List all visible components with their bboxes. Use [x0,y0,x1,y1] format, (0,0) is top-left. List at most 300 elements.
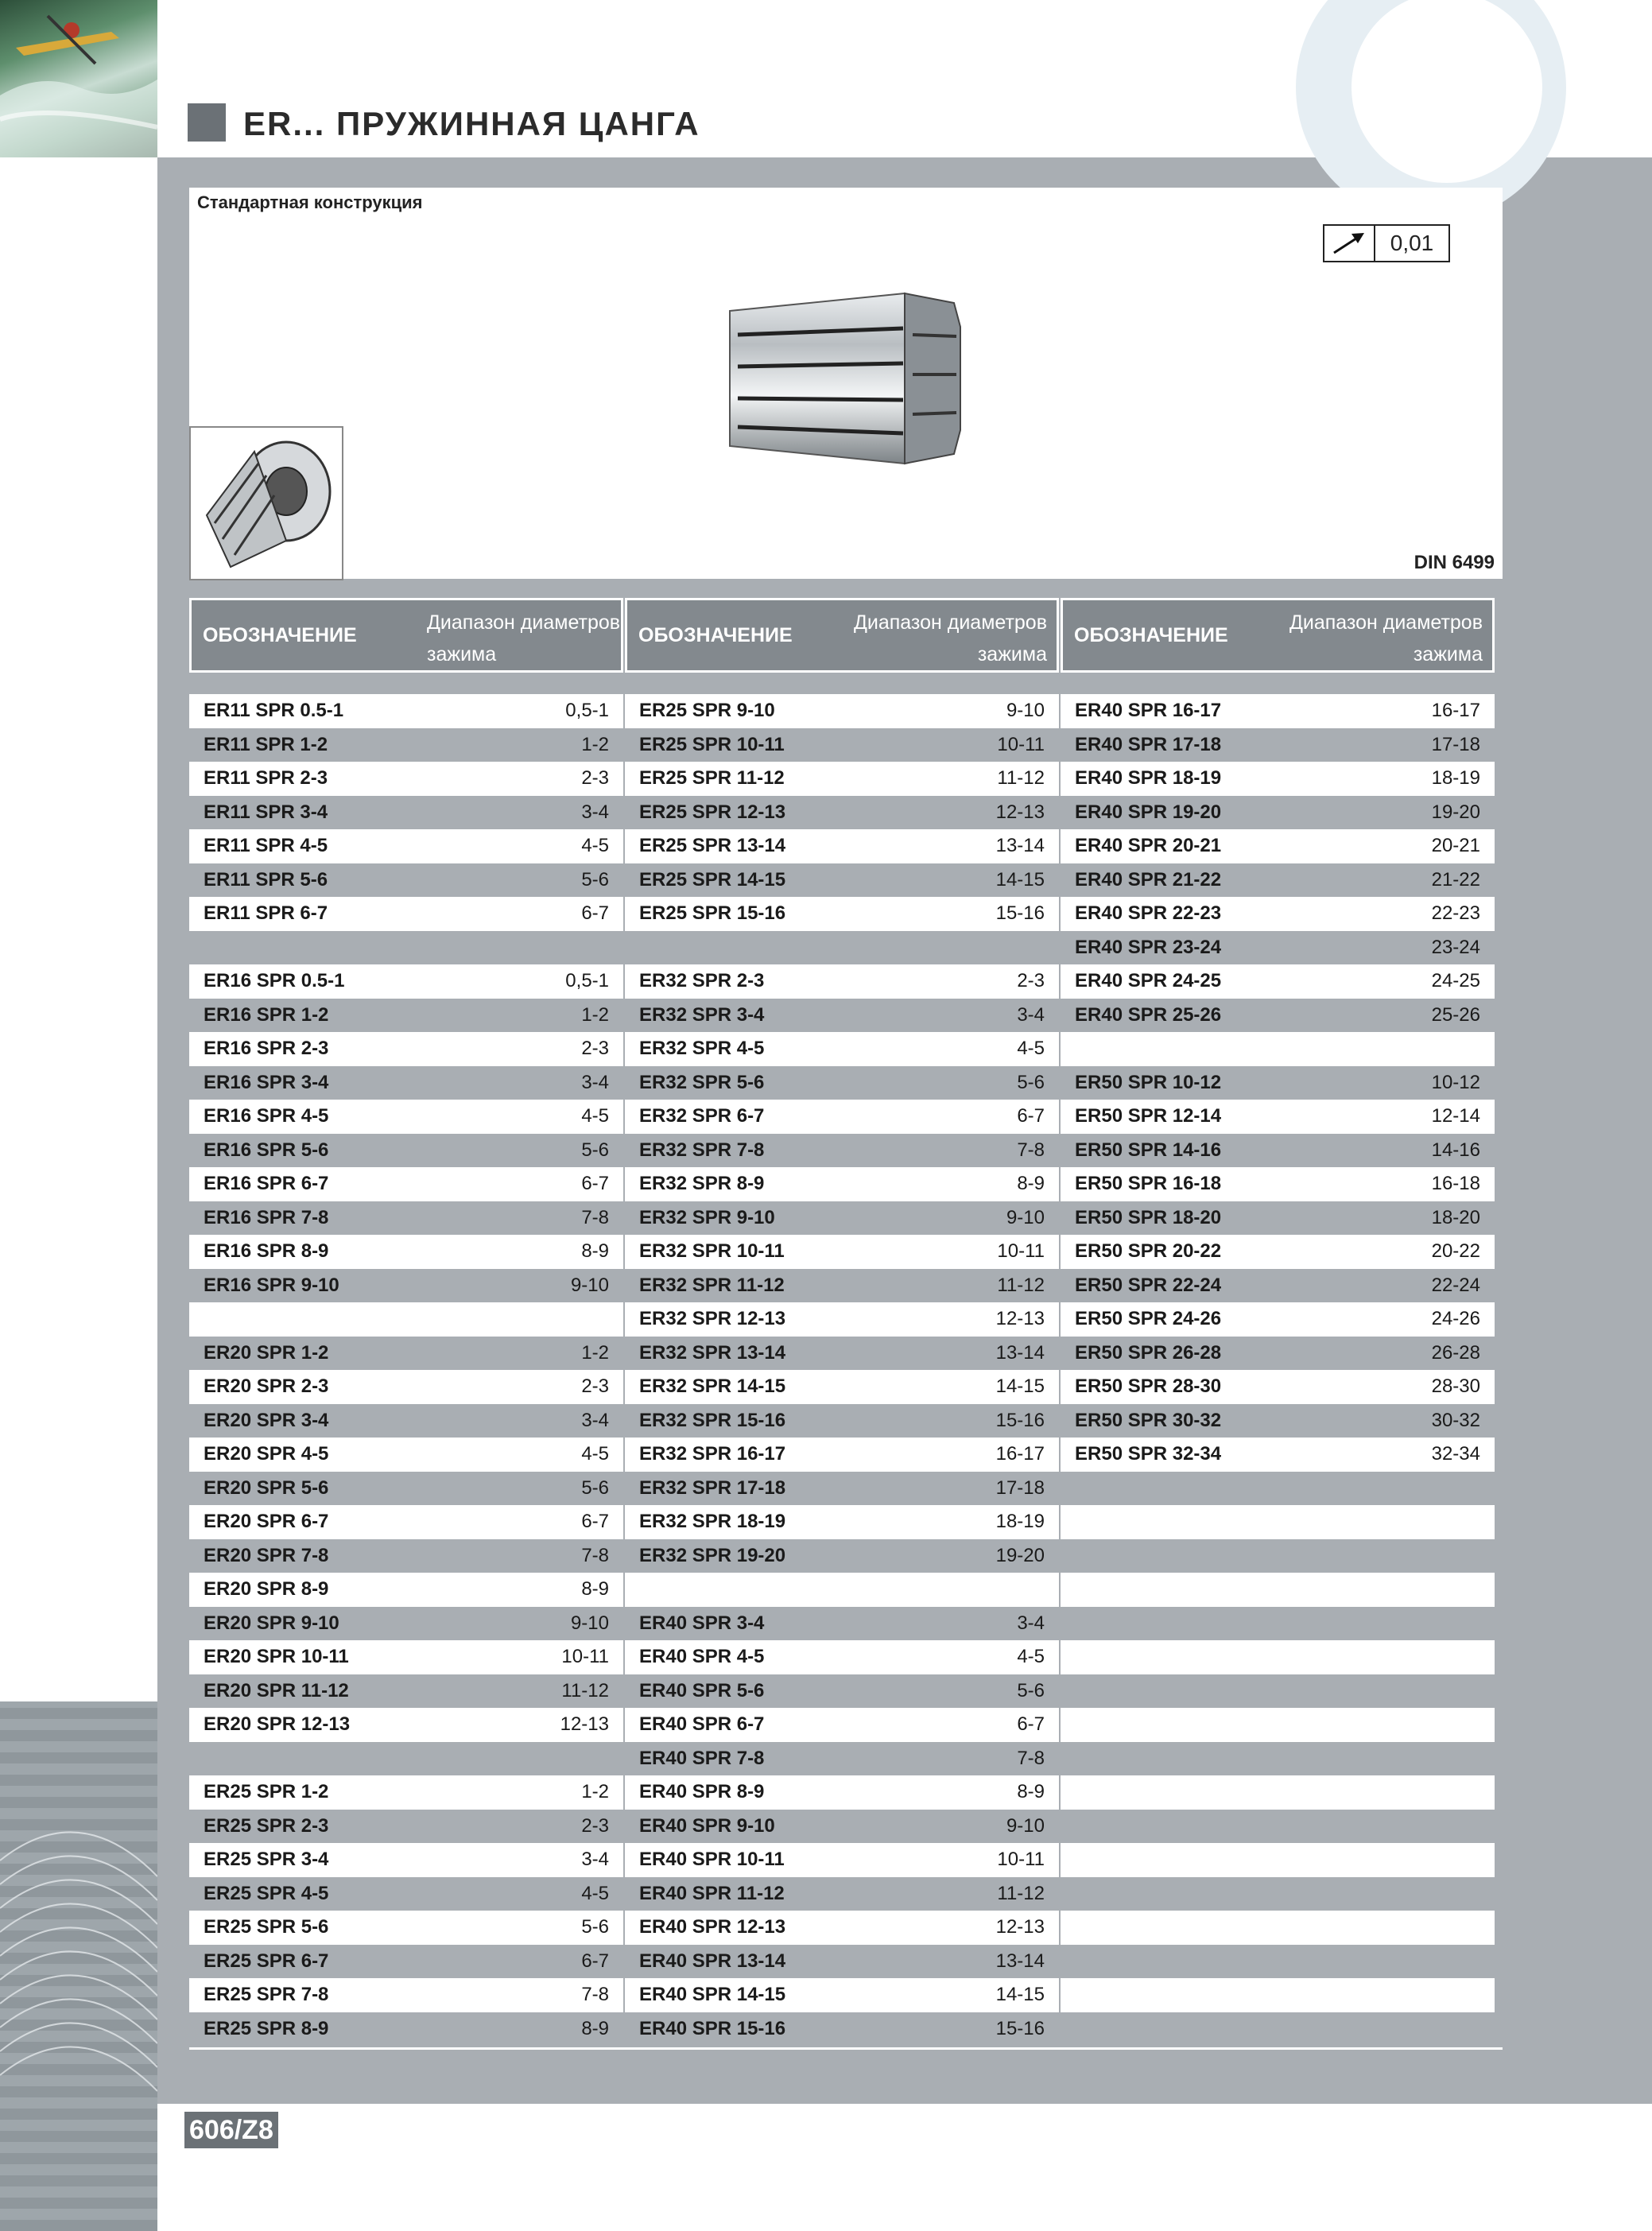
designation-cell: ER11 SPR 6-7 [204,902,328,925]
decorative-circle-inner [1351,0,1542,183]
table-row [625,1810,1059,1844]
table-row [189,1505,623,1539]
range-cell: 7-8 [581,1544,609,1566]
table-row [1061,1066,1495,1100]
table-row [1061,1269,1495,1303]
range-cell: 8-9 [581,2017,609,2039]
table-row [189,1337,623,1371]
table-row [625,964,1059,999]
range-cell: 14-15 [995,1984,1045,2006]
table-row [1061,1404,1495,1438]
designation-cell: ER25 SPR 5-6 [204,1916,329,1938]
range-cell: 24-25 [1431,970,1480,992]
designation-cell: ER16 SPR 1-2 [204,1003,329,1026]
table-row [1061,694,1495,728]
table-row [1061,1978,1495,2012]
table-row [1061,1167,1495,1201]
table-row [189,1066,623,1100]
range-cell: 13-14 [995,835,1045,857]
designation-cell: ER32 SPR 4-5 [639,1038,765,1060]
range-cell: 9-10 [570,1612,609,1634]
designation-cell: ER25 SPR 4-5 [204,1882,329,1904]
table-row [1061,1235,1495,1269]
range-cell: 32-34 [1431,1443,1480,1465]
table-row [189,1978,623,2012]
range-cell: 23-24 [1431,936,1480,958]
designation-cell: ER25 SPR 13-14 [639,835,786,857]
table-row [189,1945,623,1979]
range-cell: 1-2 [581,1781,609,1803]
table-row [1061,1810,1495,1844]
table-rows [189,694,623,2046]
range-cell: 14-15 [995,868,1045,890]
range-cell: 4-5 [581,1443,609,1465]
range-cell: 18-20 [1431,1206,1480,1228]
designation-cell: ER20 SPR 3-4 [204,1409,329,1431]
designation-cell: ER32 SPR 17-18 [639,1476,786,1499]
range-cell: 6-7 [581,1950,609,1972]
designation-cell: ER40 SPR 15-16 [639,2017,786,2039]
table-row [625,1945,1059,1979]
table-row [625,1640,1059,1674]
table-row [1061,1539,1495,1573]
table-row [1061,1472,1495,1506]
header-range-line2: зажима [1413,643,1483,665]
header-range [427,607,620,670]
table-column-1 [189,598,623,2039]
collet-side-view [722,279,968,482]
designation-cell: ER32 SPR 15-16 [639,1409,786,1431]
designation-cell: ER20 SPR 10-11 [204,1646,349,1668]
table-row [1061,762,1495,796]
header-range [1289,607,1483,670]
runout-tolerance-box [1323,224,1450,262]
range-cell: 1-2 [581,1003,609,1026]
designation-cell: ER11 SPR 3-4 [204,801,328,823]
designation-cell: ER40 SPR 24-25 [1075,970,1222,992]
designation-cell: ER25 SPR 12-13 [639,801,786,823]
range-cell: 24-26 [1431,1308,1480,1330]
range-cell: 2-3 [581,1375,609,1398]
range-cell: 16-18 [1431,1173,1480,1195]
designation-cell: ER32 SPR 3-4 [639,1003,765,1026]
designation-cell: ER50 SPR 30-32 [1075,1409,1222,1431]
table-row [625,728,1059,762]
range-cell: 11-12 [561,1679,609,1701]
table-row [189,897,623,931]
designation-cell: ER11 SPR 0.5-1 [204,700,344,722]
range-cell: 4-5 [581,835,609,857]
range-cell: 17-18 [1431,733,1480,755]
designation-cell: ER25 SPR 10-11 [639,733,785,755]
designation-cell: ER32 SPR 10-11 [639,1240,785,1263]
collet-perspective-thumbnail [189,426,343,580]
table-row [625,694,1059,728]
table-row [1061,999,1495,1033]
range-cell: 8-9 [581,1240,609,1263]
table-rows [1061,694,1495,2046]
range-cell: 11-12 [997,1882,1045,1904]
table-row [189,1877,623,1911]
designation-cell: ER20 SPR 11-12 [204,1679,349,1701]
designation-cell: ER40 SPR 23-24 [1075,936,1222,958]
table-row [189,1100,623,1134]
designation-cell: ER50 SPR 26-28 [1075,1341,1222,1364]
table-row [189,1539,623,1573]
range-cell: 9-10 [1006,700,1045,722]
designation-cell: ER40 SPR 6-7 [639,1713,765,1736]
table-row [1061,897,1495,931]
designation-cell: ER40 SPR 25-26 [1075,1003,1222,1026]
header-designation: ОБОЗНАЧЕНИЕ [638,624,793,646]
table-row [189,863,623,898]
table-row [189,1167,623,1201]
range-cell: 11-12 [997,1274,1045,1296]
designation-cell: ER16 SPR 8-9 [204,1240,329,1263]
designation-cell: ER16 SPR 2-3 [204,1038,329,1060]
header-range [854,607,1047,670]
table-row [1061,1708,1495,1742]
designation-cell: ER40 SPR 16-17 [1075,700,1222,722]
table-row [1061,1945,1495,1979]
designation-cell: ER25 SPR 2-3 [204,1814,329,1837]
table-row [189,1235,623,1269]
table-row [625,1302,1059,1337]
header-range-line2: зажима [427,643,497,665]
table-row [1061,1877,1495,1911]
table-row [189,1640,623,1674]
designation-cell: ER50 SPR 14-16 [1075,1139,1222,1161]
range-cell: 5-6 [581,1476,609,1499]
table-row [625,1438,1059,1472]
range-cell: 3-4 [581,1849,609,1871]
range-cell: 2-3 [581,1814,609,1837]
range-cell: 9-10 [1006,1206,1045,1228]
designation-cell: ER40 SPR 3-4 [639,1612,765,1634]
range-cell: 3-4 [1017,1003,1045,1026]
range-cell: 19-20 [995,1544,1045,1566]
range-cell: 2-3 [1017,970,1045,992]
range-cell: 3-4 [581,801,609,823]
table-row [625,999,1059,1033]
table-row [625,1539,1059,1573]
range-cell: 5-6 [581,868,609,890]
range-cell: 12-13 [560,1713,609,1736]
table-row [1061,829,1495,863]
table-row [189,1775,623,1810]
range-cell: 1-2 [581,733,609,755]
header-range-line1: Диапазон диаметров [1289,611,1483,634]
range-cell: 0,5-1 [565,970,609,992]
designation-cell: ER40 SPR 8-9 [639,1781,765,1803]
designation-cell: ER32 SPR 5-6 [639,1071,765,1093]
designation-cell: ER40 SPR 5-6 [639,1679,765,1701]
table-row [625,931,1059,965]
designation-cell: ER32 SPR 13-14 [639,1341,786,1364]
range-cell: 6-7 [581,1511,609,1533]
range-cell: 9-10 [570,1274,609,1296]
table-row [625,1843,1059,1877]
table-row [1061,1640,1495,1674]
range-cell: 28-30 [1431,1375,1480,1398]
range-cell: 16-17 [1431,700,1480,722]
designation-cell: ER32 SPR 19-20 [639,1544,786,1566]
table-row [625,1269,1059,1303]
designation-cell: ER25 SPR 3-4 [204,1849,329,1871]
designation-cell: ER16 SPR 5-6 [204,1139,329,1161]
range-cell: 3-4 [581,1071,609,1093]
table-row [189,1607,623,1641]
subtitle: Стандартная конструкция [197,192,423,212]
range-cell: 17-18 [995,1476,1045,1499]
table-row [1061,1775,1495,1810]
table-row [1061,1843,1495,1877]
designation-cell: ER16 SPR 7-8 [204,1206,329,1228]
designation-cell: ER16 SPR 0.5-1 [204,970,345,992]
designation-cell: ER32 SPR 9-10 [639,1206,775,1228]
table-row [625,1607,1059,1641]
designation-cell: ER11 SPR 2-3 [204,767,328,790]
range-cell: 4-5 [1017,1038,1045,1060]
runout-value: 0,01 [1390,231,1434,255]
page-number: 606/Z8 [184,2112,278,2148]
table-bottom-rule [189,2047,1503,2050]
table-row [189,1269,623,1303]
designation-cell: ER40 SPR 12-13 [639,1916,786,1938]
designation-cell: ER40 SPR 10-11 [639,1849,785,1871]
table-row [625,1167,1059,1201]
table-row [189,1843,623,1877]
table-row [189,964,623,999]
table-row [625,762,1059,796]
designation-cell: ER40 SPR 20-21 [1075,835,1222,857]
table-row [1061,1505,1495,1539]
table-row [625,1708,1059,1742]
range-cell: 2-3 [581,767,609,790]
range-cell: 20-21 [1431,835,1480,857]
table-column-3 [1061,598,1495,1465]
designation-cell: ER25 SPR 6-7 [204,1950,329,1972]
range-cell: 15-16 [995,902,1045,925]
designation-cell: ER25 SPR 8-9 [204,2017,329,2039]
header-range-line2: зажима [977,643,1047,665]
table-row [625,897,1059,931]
column-header [625,598,1059,673]
range-cell: 13-14 [995,1950,1045,1972]
table-row [189,1911,623,1945]
designation-cell: ER32 SPR 16-17 [639,1443,786,1465]
range-cell: 4-5 [1017,1646,1045,1668]
table-row [189,1573,623,1607]
range-cell: 22-23 [1431,902,1480,925]
designation-cell: ER50 SPR 28-30 [1075,1375,1222,1398]
range-cell: 4-5 [581,1105,609,1127]
table-row [189,1032,623,1066]
designation-cell: ER20 SPR 8-9 [204,1578,329,1600]
range-cell: 3-4 [1017,1612,1045,1634]
table-row [189,1302,623,1337]
range-cell: 5-6 [1017,1679,1045,1701]
designation-cell: ER16 SPR 6-7 [204,1173,329,1195]
range-cell: 18-19 [1431,767,1480,790]
range-cell: 1-2 [581,1341,609,1364]
range-cell: 6-7 [581,902,609,925]
designation-cell: ER25 SPR 9-10 [639,700,775,722]
range-cell: 12-13 [995,1916,1045,1938]
table-row [189,2012,623,2047]
range-cell: 19-20 [1431,801,1480,823]
table-row [625,1978,1059,2012]
range-cell: 10-11 [997,733,1045,755]
range-cell: 30-32 [1431,1409,1480,1431]
designation-cell: ER32 SPR 6-7 [639,1105,765,1127]
table-row [625,1066,1059,1100]
designation-cell: ER50 SPR 16-18 [1075,1173,1222,1195]
designation-cell: ER40 SPR 17-18 [1075,733,1222,755]
table-row [625,796,1059,830]
designation-cell: ER32 SPR 8-9 [639,1173,765,1195]
range-cell: 16-17 [995,1443,1045,1465]
table-row [625,1100,1059,1134]
designation-cell: ER20 SPR 2-3 [204,1375,329,1398]
range-cell: 10-11 [997,1849,1045,1871]
range-cell: 5-6 [1017,1071,1045,1093]
designation-cell: ER32 SPR 11-12 [639,1274,785,1296]
table-row [189,1472,623,1506]
page-title: ER... ПРУЖИННАЯ ЦАНГА [243,105,700,142]
table-column-2 [625,598,1059,2039]
designation-cell: ER50 SPR 10-12 [1075,1071,1222,1093]
designation-cell: ER50 SPR 32-34 [1075,1443,1222,1465]
designation-cell: ER25 SPR 7-8 [204,1984,329,2006]
designation-cell: ER40 SPR 21-22 [1075,868,1222,890]
range-cell: 22-24 [1431,1274,1480,1296]
range-cell: 8-9 [1017,1173,1045,1195]
table-row [1061,1032,1495,1066]
table-row [1061,1100,1495,1134]
table-row [1061,1337,1495,1371]
table-row [189,1742,623,1776]
table-row [625,2012,1059,2047]
range-cell: 26-28 [1431,1341,1480,1364]
range-cell: 2-3 [581,1038,609,1060]
table-row [1061,728,1495,762]
table-row [1061,1201,1495,1236]
range-cell: 6-7 [1017,1713,1045,1736]
range-cell: 5-6 [581,1139,609,1161]
table-row [189,1438,623,1472]
designation-cell: ER16 SPR 9-10 [204,1274,339,1296]
designation-cell: ER16 SPR 3-4 [204,1071,329,1093]
table-row [625,1674,1059,1709]
designation-cell: ER40 SPR 13-14 [639,1950,786,1972]
column-header [189,598,623,673]
range-cell: 15-16 [995,2017,1045,2039]
table-row [625,1370,1059,1404]
range-cell: 8-9 [581,1578,609,1600]
range-cell: 10-11 [997,1240,1045,1263]
range-cell: 5-6 [581,1916,609,1938]
table-row [189,796,623,830]
designation-cell: ER20 SPR 7-8 [204,1544,329,1566]
designation-cell: ER50 SPR 22-24 [1075,1274,1222,1296]
header-designation: ОБОЗНАЧЕНИЕ [203,624,357,646]
table-row [189,762,623,796]
range-cell: 12-13 [995,801,1045,823]
table-row [625,1742,1059,1776]
column-header [1061,598,1495,673]
designation-cell: ER40 SPR 4-5 [639,1646,765,1668]
designation-cell: ER25 SPR 11-12 [639,767,785,790]
table-row [1061,1607,1495,1641]
table-row [625,1201,1059,1236]
table-row [189,1708,623,1742]
table-row [189,999,623,1033]
table-row [189,829,623,863]
designation-cell: ER20 SPR 4-5 [204,1443,329,1465]
designation-cell: ER20 SPR 6-7 [204,1511,329,1533]
table-row [625,1775,1059,1810]
designation-cell: ER32 SPR 12-13 [639,1308,786,1330]
designation-cell: ER50 SPR 18-20 [1075,1206,1222,1228]
designation-cell: ER11 SPR 1-2 [204,733,328,755]
header-designation: ОБОЗНАЧЕНИЕ [1074,624,1228,646]
table-row [625,1877,1059,1911]
table-row [625,863,1059,898]
table-row [625,1573,1059,1607]
range-cell: 12-14 [1431,1105,1480,1127]
table-row [625,1404,1059,1438]
designation-cell: ER40 SPR 18-19 [1075,767,1222,790]
table-row [625,1472,1059,1506]
table-row [625,1911,1059,1945]
table-row [625,1235,1059,1269]
range-cell: 4-5 [581,1882,609,1904]
kayak-photo [0,0,157,157]
range-cell: 6-7 [581,1173,609,1195]
range-cell: 6-7 [1017,1105,1045,1127]
table-row [625,1337,1059,1371]
range-cell: 20-22 [1431,1240,1480,1263]
range-cell: 7-8 [1017,1139,1045,1161]
designation-cell: ER11 SPR 5-6 [204,868,328,890]
range-cell: 10-12 [1431,1071,1480,1093]
table-row [625,829,1059,863]
table-row [189,728,623,762]
table-row [625,1505,1059,1539]
table-row [1061,1370,1495,1404]
range-cell: 12-13 [995,1308,1045,1330]
designation-cell: ER40 SPR 7-8 [639,1747,765,1769]
range-cell: 9-10 [1006,1814,1045,1837]
table-row [1061,863,1495,898]
designation-cell: ER16 SPR 4-5 [204,1105,329,1127]
designation-cell: ER40 SPR 22-23 [1075,902,1222,925]
designation-cell: ER50 SPR 20-22 [1075,1240,1222,1263]
range-cell: 7-8 [581,1984,609,2006]
table-row [189,1201,623,1236]
range-cell: 15-16 [995,1409,1045,1431]
designation-cell: ER25 SPR 14-15 [639,868,786,890]
designation-cell: ER40 SPR 11-12 [639,1882,785,1904]
designation-cell: ER20 SPR 9-10 [204,1612,339,1634]
table-row [1061,1674,1495,1709]
table-row [1061,931,1495,965]
designation-cell: ER25 SPR 1-2 [204,1781,329,1803]
table-row [189,1370,623,1404]
table-row [625,1134,1059,1168]
range-cell: 10-11 [561,1646,609,1668]
